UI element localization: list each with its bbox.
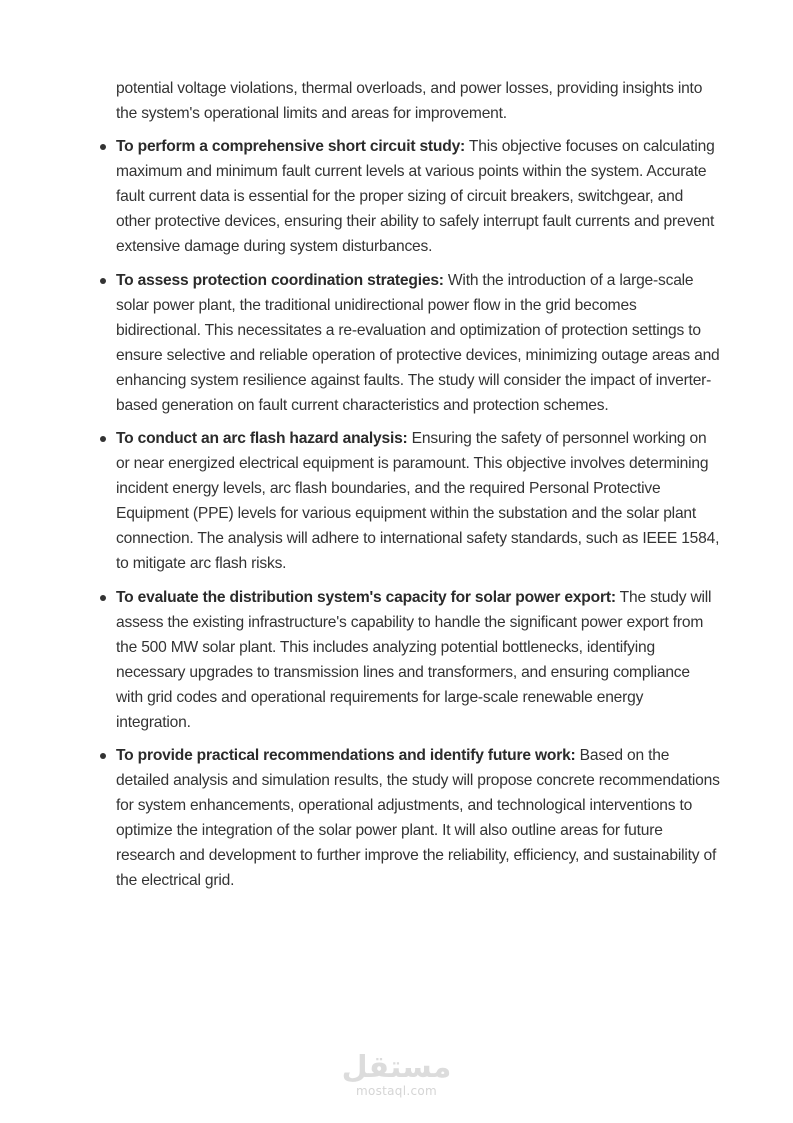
objective-body: The study will assess the existing infrastructure's capability to handle the significant power export from the 500 MW solar plant. This includes analyzing potential bottlenecks, identifying necessary upgrades to transmission lines and transformers, and ensuring compliance with grid codes and operational requirements for large-scale renewable energy integration. [116, 588, 712, 731]
objectives-list [116, 134, 720, 893]
objective-lead: To provide practical recommendations and identify future work: [116, 747, 576, 764]
list-item-capacity-evaluation [116, 585, 720, 735]
mostaql-watermark [0, 1052, 793, 1098]
continuation-paragraph: potential voltage violations, thermal overloads, and power losses, providing insights into the system's operational limits and areas for improvement. [116, 80, 703, 122]
watermark-arabic-logo: مستقل [341, 1050, 452, 1085]
objective-lead: To conduct an arc flash hazard analysis: [116, 430, 408, 447]
objective-lead: To assess protection coordination strategies: [116, 271, 444, 289]
objective-body: Based on the detailed analysis and simulation results, the study will propose concrete recommendations for system enhancements, operational adjustments, and technological interventions to optimize the integration of the solar power plant. It will also outline areas for future research and development to further improve the reliability, efficiency, and sustainability of the electrical grid. [116, 747, 720, 889]
objective-body: Ensuring the safety of personnel working on or near energized electrical equipment is paramount. This objective involves determining incident energy levels, arc flash boundaries, and the required Personal Protective Equipment (PPE) levels for various equipment within the substation and the solar plant connection. The analysis will adhere to international safety standards, such as IEEE 1584, to mitigate arc flash risks. [116, 430, 720, 572]
objective-lead: To evaluate the distribution system's capacity for solar power export: [116, 588, 616, 606]
bullet-icon [100, 595, 106, 601]
list-item-protection-coordination [116, 268, 720, 418]
list-item-short-circuit [116, 134, 720, 259]
bullet-icon [100, 436, 106, 442]
bullet-icon [100, 278, 106, 284]
list-item-arc-flash [116, 426, 720, 576]
objective-body: With the introduction of a large-scale solar power plant, the traditional unidirectional power flow in the grid becomes bidirectional. This necessitates a re-evaluation and optimization of protection settings to ensure selective and reliable operation of protective devices, minimizing outage areas and enhancing system resilience against faults. The study will consider the impact of inverter-based generation on fault current characteristics and protection schemes. [116, 271, 720, 414]
bullet-icon [100, 144, 106, 150]
objective-body: This objective focuses on calculating maximum and minimum fault current levels at various points within the system. Accurate fault current data is essential for the proper sizing of circuit breakers, switchgear, and other protective devices, ensuring their ability to safely interrupt fault currents and prevent extensive damage during system disturbances. [116, 138, 715, 255]
list-item-recommendations [116, 743, 720, 893]
objective-lead: To perform a comprehensive short circuit study: [116, 138, 466, 155]
bullet-icon [100, 753, 106, 759]
watermark-domain: mostaql.com [355, 1084, 438, 1098]
document-page [116, 76, 720, 902]
